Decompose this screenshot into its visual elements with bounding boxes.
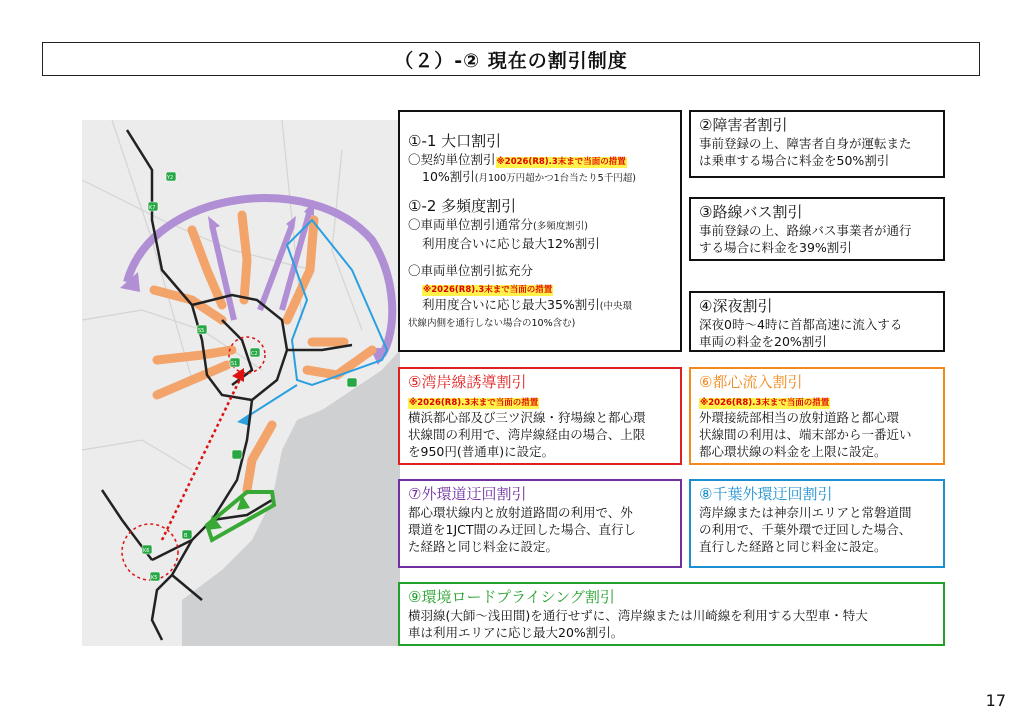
box7-l3: た経路と同じ料金に設定。: [408, 539, 559, 554]
box6-note: ※2026(R8).3末まで当面の措置: [700, 398, 830, 408]
box9-l1: 横羽線(大師～浅田間)を通行せずに、湾岸線または川崎線を利用する大型車・特大: [408, 608, 868, 623]
discount-box-2: [689, 110, 945, 178]
shield-y2: Y2: [167, 175, 174, 181]
box3-header: ③路線バス割引: [699, 203, 803, 221]
box1-l3: 〇車両単位割引通常分: [408, 217, 534, 232]
discount-box-1: [398, 110, 682, 352]
box1-l2: 10%割引: [422, 169, 475, 184]
box5-note: ※2026(R8).3末まで当面の措置: [409, 398, 539, 408]
discount-box-4: [689, 291, 945, 352]
box1-l6-small: (中央環: [599, 301, 633, 312]
box1-l6: 利用度合いに応じ最大35%割引: [422, 297, 600, 312]
shield-k7: K7: [149, 205, 156, 211]
box5-l2: 状線間の利用で、湾岸線経由の場合、上限: [408, 427, 646, 442]
shield-c2: C2: [251, 351, 258, 357]
expressway-map: [82, 120, 400, 646]
box1-l7: 状線内側を通行しない場合の10%含む): [408, 318, 576, 329]
box8-header: ⑧千葉外環迂回割引: [699, 485, 833, 503]
box9-header: ⑨環境ロードプライシング割引: [408, 588, 615, 606]
discount-box-7: [398, 479, 682, 568]
box8-l1: 湾岸線または神奈川エリアと常磐道間: [699, 505, 912, 520]
shield-k5: K5: [151, 575, 158, 581]
discount-box-9: [398, 582, 945, 646]
box1-header1: ①-1 大口割引: [408, 132, 502, 150]
box1-l4: 利用度合いに応じ最大12%割引: [422, 236, 600, 251]
box9-l2: 車は利用エリアに応じ最大20%割引。: [408, 625, 624, 640]
box1-line1: [408, 151, 672, 168]
box4-l2: 車両の料金を20%割引: [699, 334, 827, 349]
box5-l1: 横浜都心部及び三ツ沢線・狩場線と都心環: [408, 410, 646, 425]
discount-box-3: [689, 197, 945, 261]
page-title: （２）-② 現在の割引制度: [394, 49, 628, 72]
box2-l2: は乗車する場合に料金を50%割引: [699, 153, 890, 168]
box1-l1: 〇契約単位割引: [408, 152, 496, 167]
shield-b: B: [184, 533, 188, 539]
page-number: 17: [985, 691, 1006, 710]
box1-note2-line: [408, 279, 672, 296]
box1-l5: 〇車両単位割引拡充分: [408, 263, 534, 278]
discount-box-6: [689, 367, 945, 465]
box1-line3: [408, 216, 672, 235]
box6-l1: 外環接続部相当の放射道路と都心環: [699, 410, 900, 425]
box5-header: ⑤湾岸線誘導割引: [408, 373, 527, 391]
discount-box-5: [398, 367, 682, 465]
box7-l1: 都心環状線内と放射道路間の利用で、外: [408, 505, 633, 520]
box1-note2: ※2026(R8).3末まで当面の措置: [423, 285, 553, 295]
box4-header: ④深夜割引: [699, 297, 773, 315]
box6-l2: 状線間の利用は、端末部から一番近い: [699, 427, 912, 442]
box3-l1: 事前登録の上、路線バス事業者が通行: [699, 223, 912, 238]
box7-header: ⑦外環道迂回割引: [408, 485, 527, 503]
box1-line2: [408, 168, 672, 187]
shield-k6: K6: [143, 548, 150, 554]
box2-l1: 事前登録の上、障害者自身が運転また: [699, 136, 912, 151]
box1-line6: [408, 296, 672, 315]
shield-s5: S5: [198, 328, 205, 334]
box2-header: ②障害者割引: [699, 116, 788, 134]
box7-l2: 環道を1JCT間のみ迂回した場合、直行し: [408, 522, 637, 537]
shield-s1: S1: [231, 361, 238, 367]
box5-l3: を950円(普通車)に設定。: [408, 444, 555, 459]
box1-note: ※2026(R8).3末まで当面の措置: [496, 157, 626, 167]
box6-header: ⑥都心流入割引: [699, 373, 803, 391]
box3-l2: する場合に料金を39%割引: [699, 240, 852, 255]
box1-header2: ①-2 多頻度割引: [408, 197, 517, 215]
box6-l3: 都心環状線の料金を上限に設定。: [699, 444, 887, 459]
discount-box-8: [689, 479, 945, 568]
box4-l1: 深夜0時～4時に首都高速に流入する: [699, 317, 903, 332]
box8-l3: 直行した経路と同じ料金に設定。: [699, 539, 887, 554]
title-bar: [42, 42, 980, 76]
box1-l3-small: (多頻度割引): [533, 221, 588, 232]
box8-l2: の利用で、千葉外環で迂回した場合、: [699, 522, 912, 537]
box1-l2-small: (月100万円超かつ1台当たり5千円超): [474, 173, 636, 184]
